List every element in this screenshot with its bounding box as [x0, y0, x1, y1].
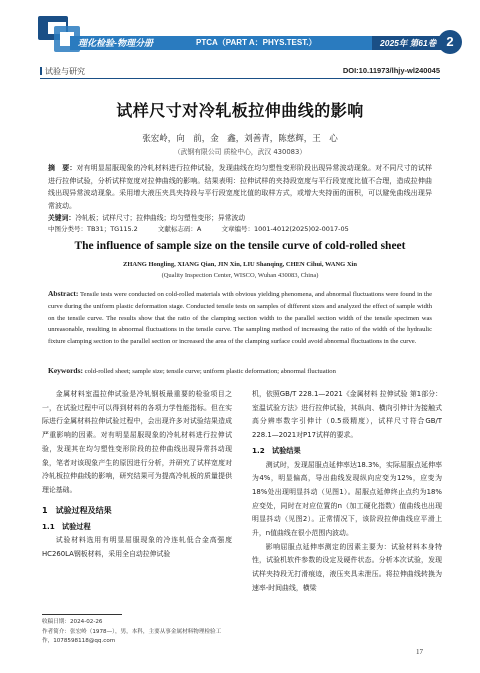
affiliation-en: (Quality Inspection Center, WISCO, Wuhan 430083, China): [161, 272, 319, 279]
journal-name: PTCA（PART A：PHYS.TEST.）: [196, 38, 317, 47]
section-tag: [40, 66, 85, 77]
abstract-en-text: Tensile tests were conducted on cold-rolled materials with obvious yielding phenomena, and abnormal fluctuations were found in the curve during the uniform plastic deformation stage. Conducted tensile tests on samples of different sizes and analyzed the effect of sample width on the tensile curve. The results show that the ratio of the clamping section width to the parallel section width of the tensile specimen was unreasonable, resulting in abnormal fluctuations in the tensile curve. The sampling method of increasing the ratio of the width of the hydraulic fixture clamping section to the parallel section or increased the area of the clamping surface could avoid abnormal fluctuations in the curve.: [48, 291, 432, 346]
abstract-cn-text: 对有明显屈服现象的冷轧材料进行拉伸试验，发现曲线在均匀塑性变形阶段出现异常波动现象。对不同尺寸的试样进行拉伸试验，分析试样宽度对拉伸曲线的影响。结果表明：拉伸试样的夹持段宽度与平行段宽度比值不合理，造成拉伸曲线出现异常波动现象。采用增大液压夹具夹持段与平行段宽度比值的取样方式，或增大夹持面的面积，可以避免曲线出现异常波动。: [48, 164, 432, 210]
paragraph-right-1: 机，依照GB/T 228.1—2021《金属材料 拉伸试验 第1部分：室温试验方法》进行拉伸试验，其纵向、横向引伸计为接触式高分辨率数字引伸计（0.5级精度），试样尺寸符合GB/T 228.1—2021对P17试样的要求。: [252, 390, 442, 440]
abstract-cn-label: 摘 要：: [48, 164, 77, 172]
body-column-right: [252, 388, 442, 596]
classification-line: [48, 224, 432, 233]
journal-series: 理化检验-物理分册: [78, 38, 153, 48]
section-tag-icon: [40, 67, 42, 75]
subsection-heading-1-1: 1.1 试验过程: [42, 521, 91, 531]
year-volume: 2025年 第61卷: [380, 38, 437, 48]
keywords-cn-text: 冷轧板；试样尺寸；拉伸曲线；均匀塑性变形；异常波动: [75, 214, 246, 222]
footnote-received: 收稿日期：2024-02-26: [42, 619, 103, 625]
abstract-en: [48, 288, 432, 348]
keywords-cn: [48, 212, 432, 222]
doi: DOI:10.11973/lhjy-wl240045: [342, 66, 440, 75]
page-number: 17: [416, 648, 423, 656]
keywords-en-text: cold-rolled sheet; sample size; tensile curve; uniform plastic deformation; abnormal fluctuation: [84, 368, 336, 375]
keywords-cn-label: 关键词：: [48, 214, 76, 222]
article-title-en: The influence of sample size on the tensile curve of cold-rolled sheet: [74, 240, 406, 252]
footnote-rule: [42, 614, 122, 615]
authors-en: ZHANG Hongling, XIANG Qian, JIN Xin, LIU Shanqing, CHEN Cihui, WANG Xin: [123, 261, 357, 268]
subsection-heading-1-2: 1.2 试验结果: [252, 445, 301, 455]
issue-number: 2: [438, 30, 462, 54]
doc-code: 文献标志码：A: [157, 225, 202, 233]
paragraph-1-2: 测试时，发现屈服点延伸率达18.3%，实际屈服点延伸率为4%，明显偏高，导出曲线发现纵向应变为12%，应变为18%处出现明显抖动（见图1）。屈服点延伸终止点约为18%应变处，同时在对应位置的n（加工硬化指数）值曲线也出现明显抖动（见图2）。正常情况下，该阶段拉伸曲线应平滑上升，n值曲线在很小范围内波动。: [252, 460, 442, 538]
body-column-left: [42, 388, 232, 562]
abstract-en-label: Abstract:: [48, 289, 79, 298]
article-title-cn: 试样尺寸对冷轧板拉伸曲线的影响: [116, 101, 364, 120]
keywords-en: [48, 366, 432, 375]
keywords-en-label: Keywords:: [48, 366, 83, 375]
paragraph-1-1: 试验材料选用有明显屈服现象的冷连轧低合金高强度HC260LA钢板材料，采用全自动拉伸试验: [42, 536, 232, 559]
journal-header: [0, 0, 480, 58]
affiliation-cn: （武钢有限公司 质检中心，武汉 430083）: [173, 148, 307, 156]
abstract-cn: [48, 162, 432, 212]
article-number: 文章编号：1001-4012(2025)02-0017-05: [221, 225, 349, 233]
section-heading-1: 1 试验过程及结果: [42, 505, 112, 515]
section-tag-label: 试验与研究: [45, 67, 85, 76]
header-divider: [40, 78, 440, 79]
clc-number: 中图分类号：TB31；TG115.2: [48, 225, 138, 233]
footnote-author: 作者简介：张宏岭（1978—），男，本科，主要从事金属材料物理检验工作，1078598118@qq.com: [42, 629, 222, 644]
authors-cn: 张宏岭，向 前，金 鑫，刘善青，陈慈辉，王 心: [142, 134, 338, 144]
paragraph-1-3: 影响屈服点延伸率测定的因素主要为：试验材料本身特性，试验机软件参数的设定及硬件状态。分析本次试验，发现试样夹持段无打滑痕迹，液压夹具未泄压。将拉伸曲线转换为速率-时间曲线，横梁: [252, 542, 442, 592]
intro-paragraph: 金属材料室温拉伸试验是冷轧钢板最重要的检验项目之一，在试验过程中可以得到材料的各项力学性能指标。但在实际进行金属材料拉伸试验过程中，会出现许多对试验结果造成严重影响的因素。对有明显屈服现象的冷轧材料进行拉伸试验，发现其在均匀塑性变形阶段的拉伸曲线出现异常抖动现象，笔者对该现象产生的原因进行分析，并研究了试样宽度对冷轧板拉伸曲线的影响，研究结果可为提高冷轧板的质量提供理论基础。: [42, 390, 232, 494]
